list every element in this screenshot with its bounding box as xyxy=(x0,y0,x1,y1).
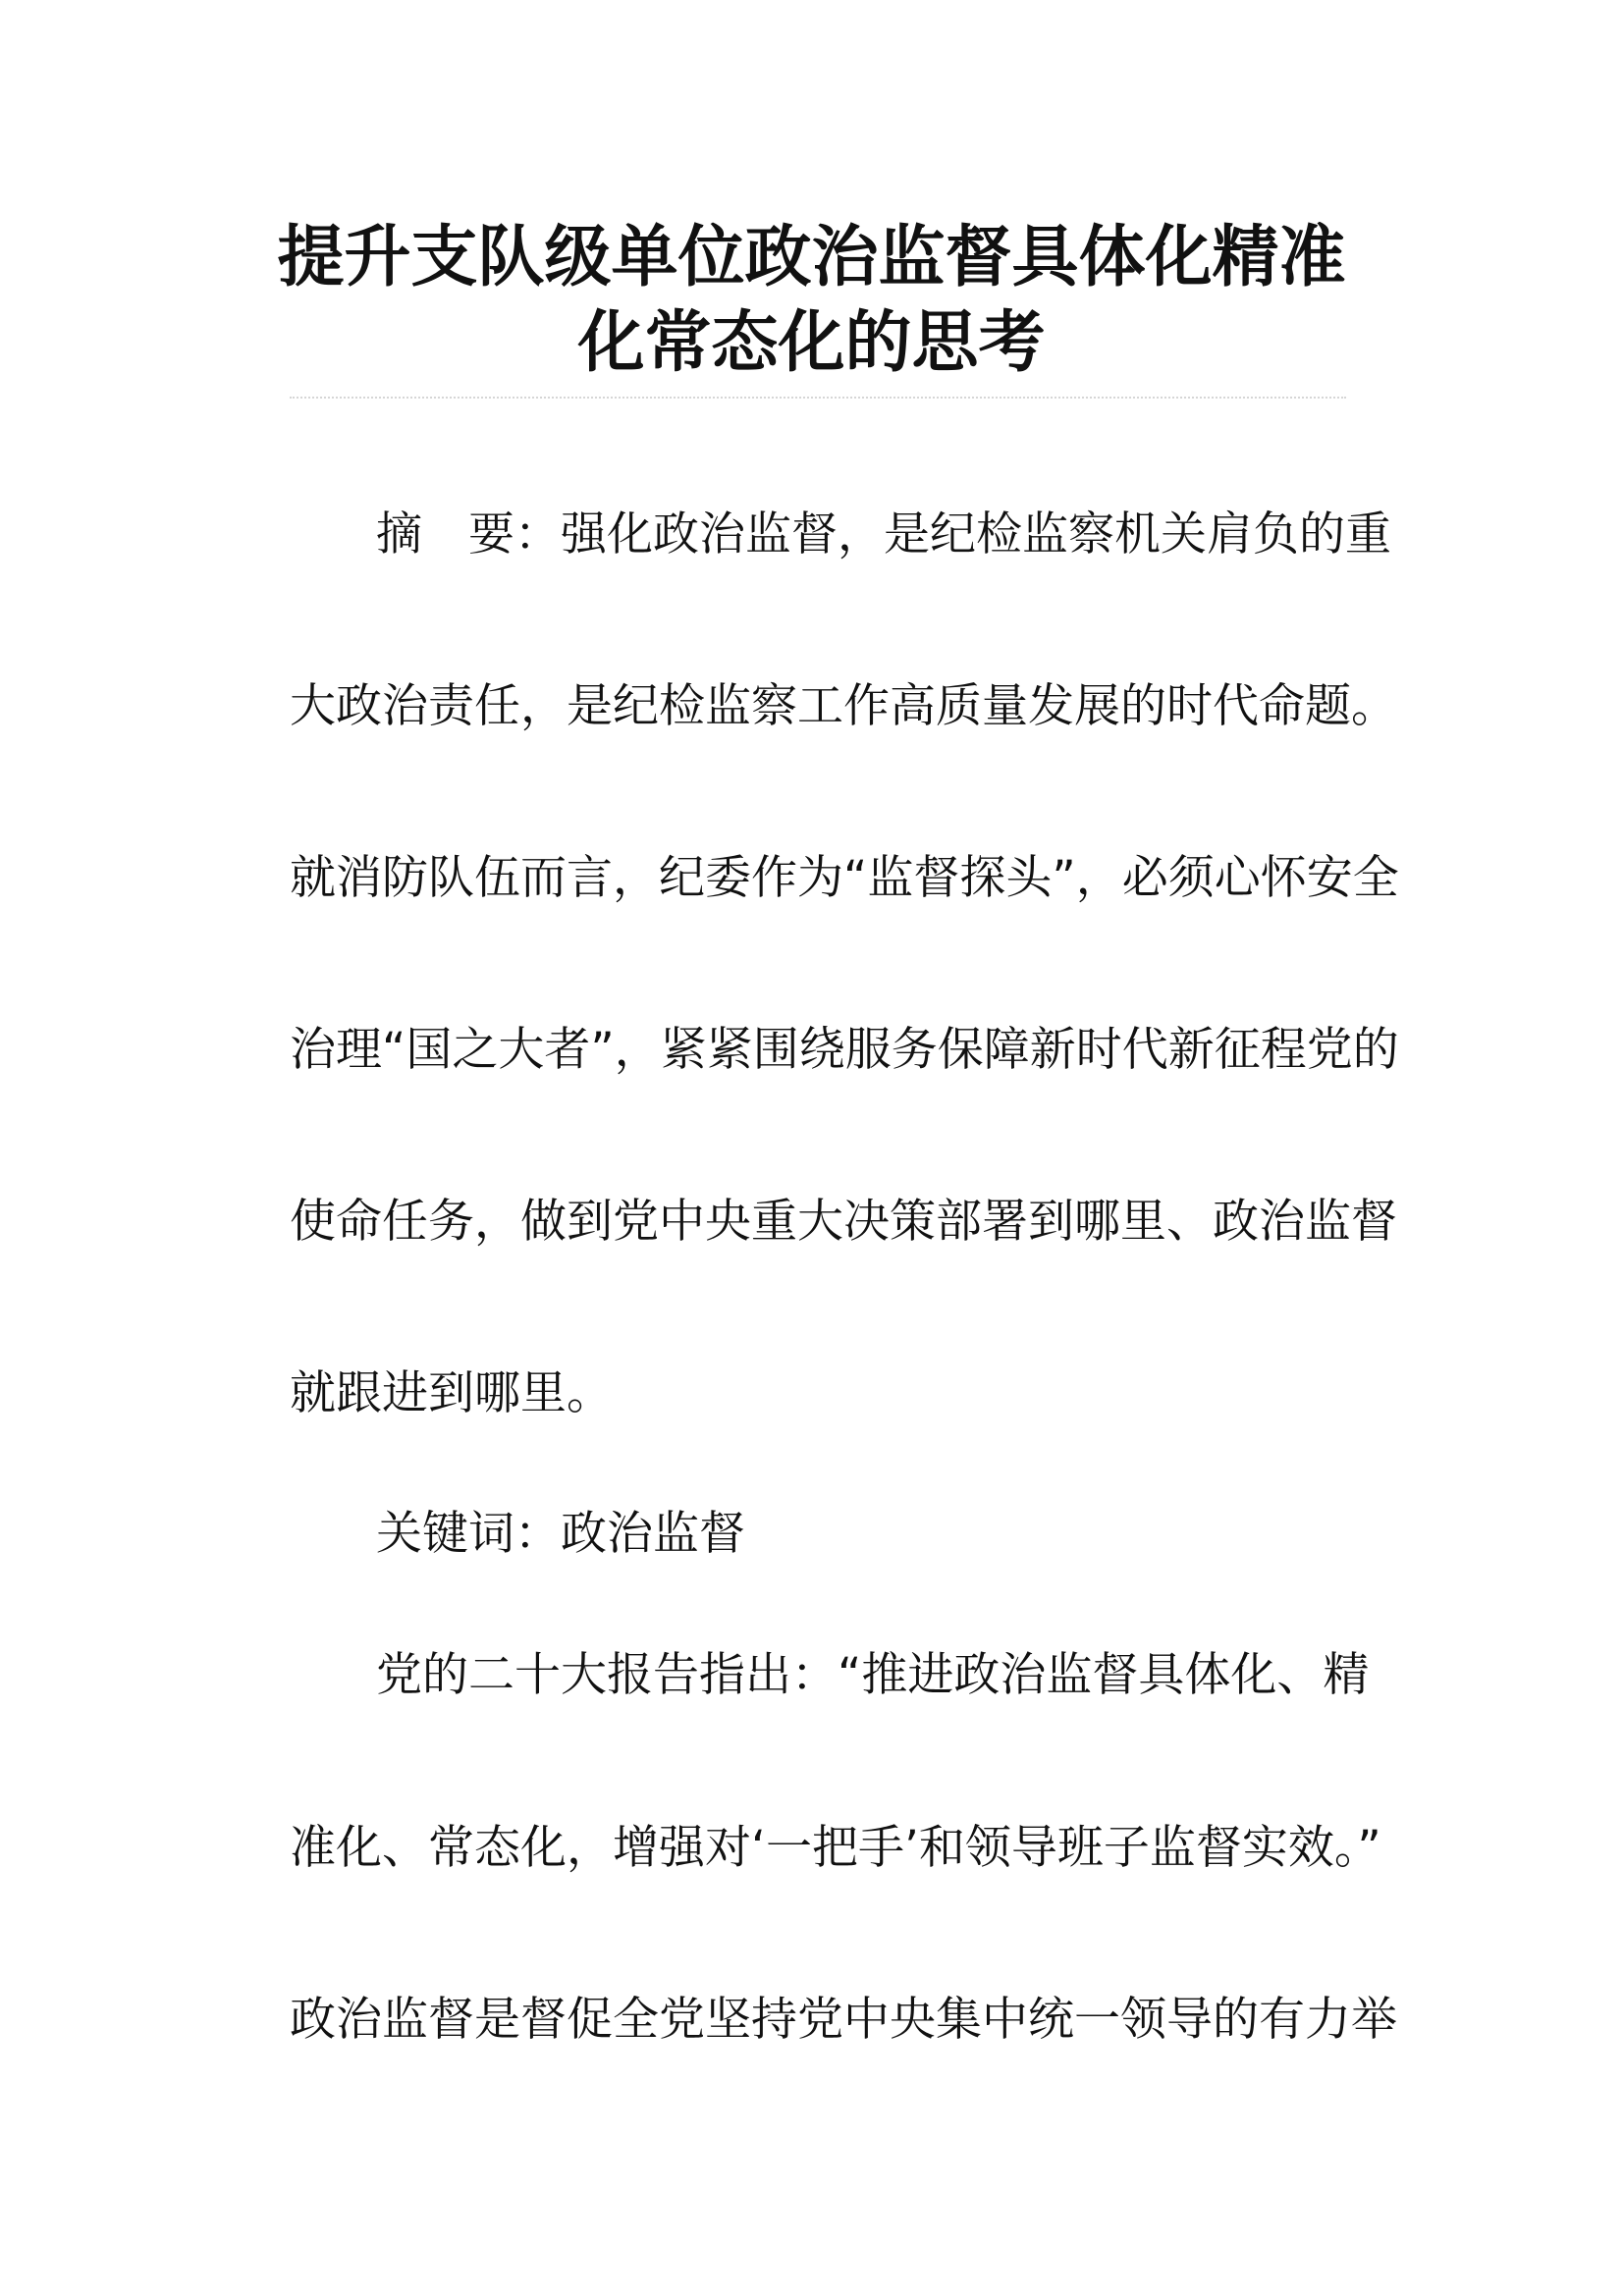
document-title-line-1: 提升支队级单位政治监督具体化精准 xyxy=(277,219,1346,296)
paragraph-line-3: 政治监督是督促全党坚持党中央集中统一领导的有力举 xyxy=(290,1993,1397,2047)
abstract-line-3: 就消防队伍而言，纪委作为“监督探头”，必须心怀安全 xyxy=(290,851,1399,905)
abstract-line-5: 使命任务，做到党中央重大决策部署到哪里、政治监督 xyxy=(290,1195,1397,1249)
title-divider xyxy=(290,397,1346,399)
abstract-line-1: 摘 要：强化政治监督，是纪检监察机关肩负的重 xyxy=(376,507,1391,561)
abstract-line-2: 大政治责任，是纪检监察工作高质量发展的时代命题。 xyxy=(290,679,1397,733)
paragraph-line-1: 党的二十大报告指出：“推进政治监督具体化、精 xyxy=(376,1648,1370,1702)
abstract-line-6: 就跟进到哪里。 xyxy=(290,1366,613,1420)
abstract-line-4: 治理“国之大者”，紧紧围绕服务保障新时代新征程党的 xyxy=(290,1023,1399,1077)
keywords-line: 关键词：政治监督 xyxy=(376,1507,745,1561)
document-title-line-2: 化常态化的思考 xyxy=(577,304,1046,382)
paragraph-line-2: 准化、常态化，增强对‘一把手’和领导班子监督实效。” xyxy=(290,1821,1381,1875)
